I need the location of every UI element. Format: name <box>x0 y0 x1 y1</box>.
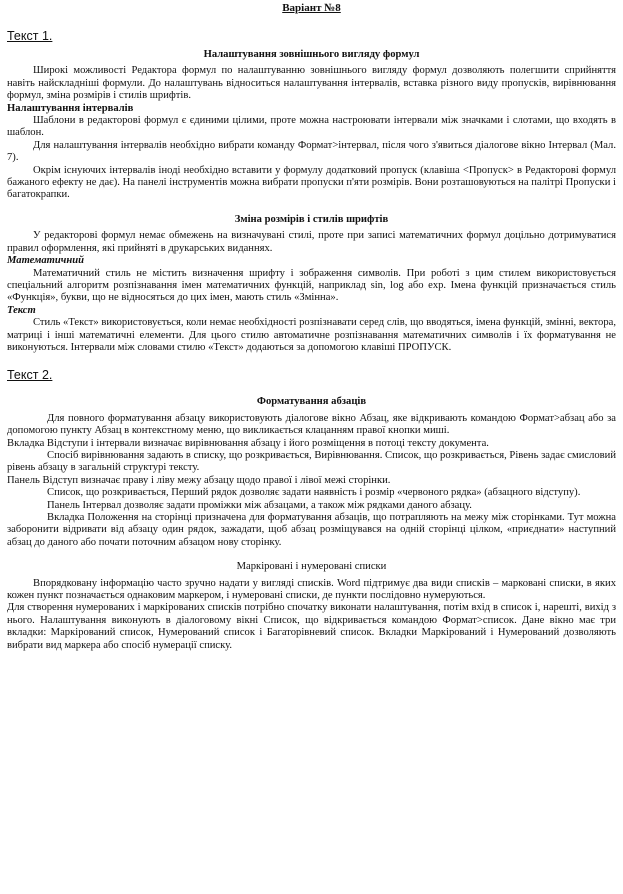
text2-heading-paragraphs: Форматування абзаців <box>256 396 367 408</box>
text1-subheading-text: Текст <box>7 304 36 316</box>
text1-paragraph-4: Окрім існуючих інтервалів іноді необхідно вставити у формулу додатковий пропуск (клавіша <Пропуск> в Редакторові формул бажаного ефекту не дає). На панелі інструментів можна вибрати пропуски п'яти розмірів. Вони розташовуються на палітрі Пропуски і багатокрапки. <box>7 164 616 201</box>
text1-paragraph-7: Стиль «Текст» використовується, коли немає необхідності розпізнавати серед слів, що вводяться, імена функцій, змінні, вектора, матриці і інші математичні елементи. Для цього стилю автоматичне розпізнавання математичних символів і їх форматування не виконуються. Інтервали між словами стилю «Текст» додаються за допомогою клавіші ПРОПУСК. <box>7 317 616 353</box>
text1-label: Текст 1. <box>7 29 53 43</box>
text2-label: Текст 2. <box>7 368 53 383</box>
text2-heading-lists: Маркіровані і нумеровані списки <box>236 561 387 573</box>
text1-paragraph-3: Для налаштування інтервалів необхідно вибрати команду Формат>інтервал, після чого з'явиться діалогове вікно Інтервал (Мал. 7). <box>7 139 616 164</box>
text2-paragraph-7: Вкладка Положення на сторінці призначена для форматування абзаців, що потрапляють на межу між сторінками. Тут можна заборонити відривати від абзацу один рядок, зажадати, щоб абзац розміщувався на одній сторінці цілком, «приєднати» наступний абзац до даного або почати поточним абзацом нову сторінку. <box>7 512 616 548</box>
text1-subheading-math: Математичний <box>7 255 85 267</box>
text1-subheading-intervals: Налаштування інтервалів <box>7 102 134 114</box>
text2-paragraph-3: Спосіб вирівнювання задають в списку, що розкривається, Вирівнювання. Список, що розкривається, Рівень задає смисловий рівень абзацу в загальній структурі тексту. <box>7 449 616 474</box>
text1-paragraph-2: Шаблони в редакторові формул є єдиними цілими, проте можна настроювати інтервали між значками і слотами, що входять в шаблон. <box>7 115 616 139</box>
text2-paragraph-6: Панель Інтервал дозволяє задати проміжки між абзацами, а також між рядками даного абзацу. <box>47 499 472 511</box>
text2-paragraph-5: Список, що розкривається, Перший рядок дозволяє задати наявність і розмір «червоного рядка» (абзацного відступу). <box>47 487 581 499</box>
text1-heading-fonts: Зміна розмірів і стилів шрифтів <box>234 213 389 225</box>
text1-paragraph-5: У редакторові формул немає обмежень на визначувані стилі, проте при записі математичних формул доцільно дотримуватися правил оформлення, які прийняті в друкарських виданнях. <box>7 230 616 254</box>
text1-paragraph-1: Широкі можливості Редактора формул по налаштуванню зовнішнього вигляду формул дозволяють полегшити сприйняття навіть найскладніші формули. До налаштувань відноситься налаштування інтервалів, вставка різного виду пропусків, вирівнювання формул, зміна розмірів і стилів шрифтів. <box>7 65 616 102</box>
text2-paragraph-9: Для створення нумерованих і маркірованих списків потрібно спочатку виконати налаштування, потім вхід в список і, нарешті, вихід з нього. Налаштування виконують в діалоговому вікні Список, що відкривається командою Формат>список. Дане вікно має три вкладки: Маркірований список, Нумерований список і Багаторівневий список. Вкладки Маркірований і Нумерований дозволяють вибрати вид маркера або спосіб нумерації списку. <box>7 602 616 651</box>
text1-heading-formulas: Налаштування зовнішнього вигляду формул <box>203 49 420 60</box>
variant-title: Варіант №8 <box>282 2 341 14</box>
text2-paragraph-2: Вкладка Відступи і інтервали визначає вирівнювання абзацу і його розміщення в потоці тексту документа. <box>7 437 489 449</box>
text2-paragraph-1: Для повного форматування абзацу використовують діалогове вікно Абзац, яке відкривають командою Формат>абзац або за допомогою пункту Абзац в контекстному меню, що викликається клацанням правої кнопки миші. <box>7 412 616 437</box>
text1-paragraph-6: Математичний стиль не містить визначення шрифту і зображення символів. При роботі з цим стилем використовується спеціальний алгоритм розпізнавання імен математичних функцій, наприклад sin, log або exp. Імена функцій призначається стиль «Функція», букви, що не відносяться до цих імен, мають стиль «Змінна». <box>7 267 616 304</box>
text2-paragraph-8: Впорядковану інформацію часто зручно надати у вигляді списків. Word підтримує два види списків – марковані списки, в яких кожен пункт позначається однаковим маркером, і нумеровані списки, де пункти послідовно нумеруються. <box>7 577 616 602</box>
text2-paragraph-4: Панель Відступ визначає праву і ліву межу абзацу щодо правої і лівої межі сторінки. <box>7 474 391 486</box>
